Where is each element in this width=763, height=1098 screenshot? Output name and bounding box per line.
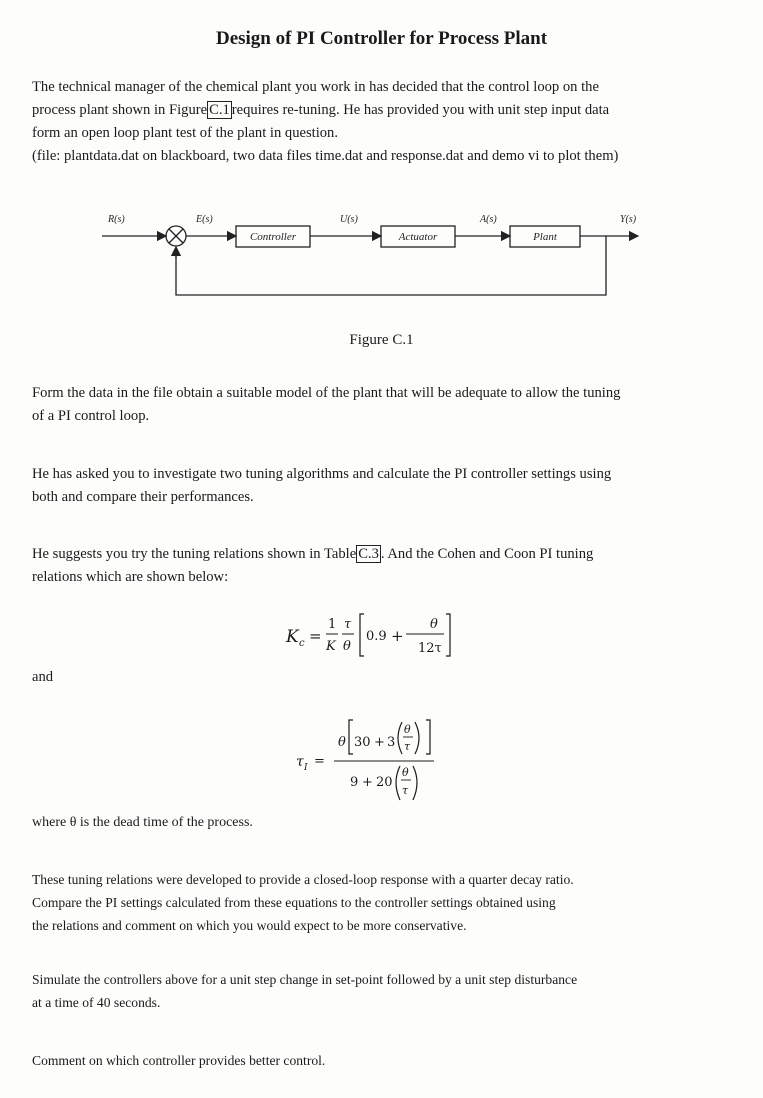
den-plus: + bbox=[362, 775, 373, 790]
controller-label: Controller bbox=[249, 231, 297, 243]
comparison-paragraph bbox=[32, 868, 732, 937]
dead-time-note: where θ is the dead time of the process. bbox=[32, 815, 253, 830]
num-3: 3 bbox=[387, 735, 396, 750]
intro-paragraph bbox=[32, 76, 732, 168]
signal-y-label: Y(s) bbox=[620, 214, 637, 225]
kc-subscript: c bbox=[299, 638, 305, 649]
den-9: 9 bbox=[350, 775, 359, 790]
num-theta: θ bbox=[338, 735, 346, 750]
frac-k: K bbox=[326, 639, 336, 654]
plus-sign: + bbox=[391, 627, 404, 645]
model-paragraph bbox=[32, 382, 732, 428]
intro-line-1: The technical manager of the chemical plant you work in has decided that the control loop on the bbox=[32, 79, 599, 95]
model-line-1: Form the data in the file obtain a suitable model of the plant that will be adequate to allow the tuning bbox=[32, 385, 621, 401]
tuning-line-2: both and compare their performances. bbox=[32, 489, 254, 505]
taui-equation bbox=[290, 706, 470, 810]
suggestion-line-1-end: . And the Cohen and Coon PI tuning bbox=[380, 546, 594, 562]
final-comment: Comment on which controller provides better control. bbox=[32, 1053, 326, 1068]
num-plus: + bbox=[374, 735, 385, 750]
plant-label: Plant bbox=[533, 231, 557, 243]
block-diagram bbox=[90, 206, 650, 302]
intro-line-2 bbox=[32, 99, 732, 122]
num-30: 30 bbox=[354, 735, 371, 750]
signal-a-label: A(s) bbox=[480, 214, 497, 225]
table-reference: C.3 bbox=[358, 546, 379, 562]
frac-theta: θ bbox=[343, 639, 351, 654]
actuator-label: Actuator bbox=[398, 231, 438, 243]
figure-reference: C.1 bbox=[209, 102, 230, 118]
signal-u-label: U(s) bbox=[340, 214, 358, 225]
page-title: Design of PI Controller for Process Plant bbox=[215, 28, 548, 49]
suggestion-line-1 bbox=[32, 543, 732, 566]
frac-one: 1 bbox=[328, 617, 337, 632]
simulation-line-1: Simulate the controllers above for a unit step change in set-point followed by a unit step disturbance bbox=[32, 972, 578, 987]
tuning-paragraph bbox=[32, 463, 732, 509]
suggestion-paragraph bbox=[32, 543, 732, 589]
signal-r-label: R(s) bbox=[108, 214, 125, 225]
kc-equation bbox=[282, 606, 472, 664]
model-line-2: of a PI control loop. bbox=[32, 408, 150, 424]
suggestion-line-2: relations which are shown below: bbox=[32, 569, 229, 585]
comparison-line-2: Compare the PI settings calculated from these equations to the controller settings obtained using bbox=[32, 895, 556, 910]
and-text: and bbox=[32, 669, 54, 685]
comparison-line-1: These tuning relations were developed to provide a closed-loop response with a quarter decay ratio. bbox=[32, 872, 574, 887]
figure-caption: Figure C.1 bbox=[349, 332, 414, 348]
intro-line-4: (file: plantdata.dat on blackboard, two data files time.dat and response.dat and demo vi to plot them) bbox=[32, 148, 619, 164]
num-frac-theta: θ bbox=[404, 723, 411, 736]
den-20: 20 bbox=[376, 775, 393, 790]
simulation-line-2: at a time of 40 seconds. bbox=[32, 995, 161, 1010]
kc-equals: = bbox=[309, 627, 322, 645]
tuning-line-1: He has asked you to investigate two tuning algorithms and calculate the PI controller settings using bbox=[32, 466, 612, 482]
suggestion-line-1-start: He suggests you try the tuning relations shown in Table bbox=[32, 546, 357, 562]
kc-symbol: K bbox=[286, 627, 299, 647]
den-frac-theta: θ bbox=[402, 766, 409, 779]
intro-line-3: form an open loop plant test of the plant in question. bbox=[32, 125, 339, 141]
simulation-paragraph bbox=[32, 968, 732, 1014]
frac-tau: τ bbox=[344, 617, 352, 632]
signal-e-label: E(s) bbox=[196, 214, 213, 225]
num-frac-tau: τ bbox=[404, 740, 411, 753]
comparison-line-3: the relations and comment on which you would expect to be more conservative. bbox=[32, 918, 467, 933]
const-09: 0.9 bbox=[366, 629, 387, 644]
feedback-path bbox=[176, 236, 606, 295]
intro-line-2-start: process plant shown in Figure bbox=[32, 102, 208, 118]
intro-line-2-end: requires re-tuning. He has provided you with unit step input data bbox=[231, 102, 610, 118]
taui-subscript: I bbox=[304, 763, 308, 773]
taui-equals: = bbox=[314, 754, 325, 769]
frac-12tau: 12τ bbox=[418, 641, 442, 656]
frac-theta-num: θ bbox=[430, 617, 438, 632]
den-frac-tau: τ bbox=[402, 784, 409, 797]
taui-symbol: τ bbox=[296, 754, 304, 770]
